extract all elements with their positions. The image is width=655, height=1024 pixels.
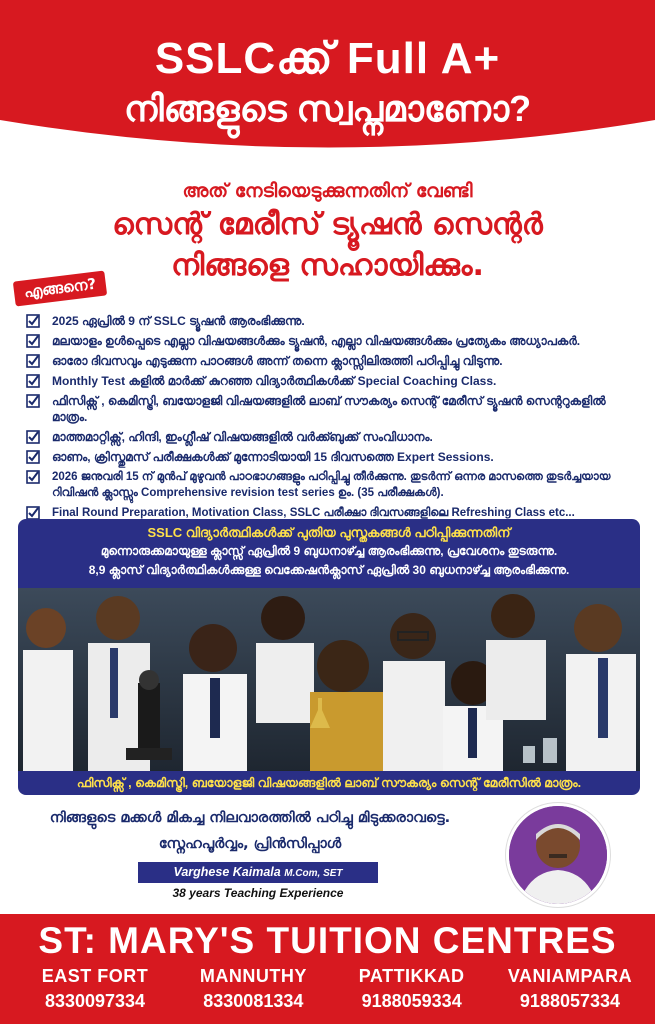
list-item [26, 449, 641, 465]
headline-primary: SSLCക്ക് Full A+ [154, 34, 501, 83]
list-item [26, 333, 641, 349]
list-item [26, 469, 641, 501]
principal-name: Varghese Kaimala [173, 865, 281, 879]
header-curve [0, 0, 655, 170]
intro-line-1: അത് നേടിയെടുക്കുന്നതിന് വേണ്ടി [182, 180, 473, 202]
principal-portrait-illustration [509, 806, 607, 904]
branch-name: VANIAMPARA [507, 966, 633, 986]
admission-notice [18, 519, 640, 591]
branch-name: PATTIKKAD [358, 966, 465, 986]
checkbox-tick-icon [26, 470, 40, 484]
feature-list [26, 313, 641, 525]
principal-experience: 38 years Teaching Experience [172, 886, 344, 900]
branch-phone[interactable]: 8330081334 [203, 991, 304, 1011]
intro-line-2: സെന്റ് മേരീസ് ട്യൂഷൻ സെന്റർ [112, 207, 543, 242]
list-item-text: ഓരോ ദിവസവും എടുക്കുന്ന പാഠങ്ങൾ അന്ന് തന്നെ ക്ലാസ്സിലിരുത്തി പഠിപ്പിച്ചു വിടുന്നു. [52, 354, 503, 368]
list-item [26, 429, 641, 445]
principal-degree: M.Com, SET [284, 868, 343, 879]
checkbox-tick-icon [26, 430, 40, 444]
branch-item [500, 966, 640, 1012]
list-item-text: 2026 ജനുവരി 15 ന് മുൻപ് മുഴുവൻ പാഠഭാഗങ്ങളും പഠിപ്പിച്ചു തീർക്കുന്നു. തുടർന്ന് ഒന്നര മാസത്തെ തുടർച്ചയായ റിവിഷൻ ക്ലാസ്സും Comprehensive revision test series ഉം. (35 പരീക്ഷകൾ). [52, 471, 611, 499]
branch-phone[interactable]: 9188057334 [519, 991, 621, 1011]
list-item-text: Final Round Preparation, Motivation Class, SSLC പരീക്ഷാ ദിവസങ്ങളിലെ Refreshing Class etc... [52, 507, 575, 519]
branch-name: MANNUTHY [199, 966, 307, 986]
checkbox-tick-icon [26, 354, 40, 368]
principal-photo [506, 803, 610, 907]
checkbox-tick-icon [26, 374, 40, 388]
list-item-text: മാത്തമാറ്റിക്സ്, ഹിന്ദി, ഇംഗ്ലീഷ് വിഷയങ്ങളിൽ വർക്ക്ബുക്ക് സംവിധാനം. [52, 430, 433, 444]
notice-line-1: SSLC വിദ്യാർത്ഥികൾക്ക് പുതിയ പുസ്തകങ്ങൾ പഠിപ്പിക്കുന്നതിന് [147, 525, 511, 540]
list-item-text: 2025 ഏപ്രിൽ 9 ന് SSLC ട്യൂഷൻ ആരംഭിക്കുന്നു. [52, 314, 305, 328]
principal-regards: സ്നേഹപൂർവ്വം, പ്രിൻസിപ്പാൾ [158, 836, 342, 852]
list-item [26, 393, 641, 425]
principal-wish: നിങ്ങളുടെ മക്കൾ മികച്ച നിലവാരത്തിൽ പഠിച്ചു മിടുക്കരാവട്ടെ. [49, 810, 451, 826]
lab-scene-illustration [18, 588, 640, 773]
photo-caption: ഫിസിക്സ് , കെമിസ്ട്രി, ബയോളജി വിഷയങ്ങളിൽ ലാബ് സൗകര്യം സെന്റ് മേരീസിൽ മാത്രം. [18, 771, 640, 795]
principal-name-badge [138, 862, 378, 883]
intro-line-3: നിങ്ങളെ സഹായിക്കും. [171, 248, 484, 283]
branch-name: EAST FORT [41, 966, 149, 986]
checkbox-tick-icon [26, 314, 40, 328]
list-item [26, 353, 641, 369]
lab-photo [18, 588, 640, 773]
list-item-text: ഫിസിക്സ് , കെമിസ്ട്രി, ബയോളജി വിഷയങ്ങളിൽ ലാബ് സൗകര്യം സെന്റ് മേരീസ് ട്യൂഷൻ സെന്ററുകളിൽ മാത്രം. [52, 394, 606, 424]
branch-item [183, 966, 323, 1012]
branch-item [25, 966, 165, 1012]
list-item-text: ഓണം, ക്രിസ്തുമസ് പരീക്ഷകൾക്ക് മുന്നോടിയായി 15 ദിവസത്തെ Expert Sessions. [52, 450, 494, 464]
headline-secondary: നിങ്ങളുടെ സ്വപ്നമാണോ? [123, 88, 532, 129]
list-item-text: മലയാളം ഉൾപ്പെടെ എല്ലാ വിഷയങ്ങൾക്കും ട്യൂഷൻ, എല്ലാ വിഷയങ്ങൾക്കും പ്രത്യേകം അധ്യാപകർ. [52, 334, 581, 348]
how-tag: എങ്ങനെ? [13, 270, 108, 306]
list-item [26, 373, 641, 389]
checkbox-tick-icon [26, 394, 40, 408]
checkbox-tick-icon [26, 334, 40, 348]
branch-list [25, 966, 640, 1012]
header-banner [0, 0, 655, 170]
branch-item [342, 966, 482, 1012]
branch-phone[interactable]: 9188059334 [361, 991, 462, 1011]
branch-phone[interactable]: 8330097334 [44, 991, 146, 1011]
list-item [26, 313, 641, 329]
list-item-text: Monthly Test കളിൽ മാർക്ക് കുറഞ്ഞ വിദ്യാർത്ഥികൾക്ക് Special Coaching Class. [52, 374, 497, 388]
notice-line-2: മുന്നൊരുക്കമായുള്ള ക്ലാസ്സ് ഏപ്രിൽ 9 ബുധനാഴ്ച്ച ആരംഭിക്കുന്നു, പ്രവേശനം തുടരുന്നു. [100, 544, 558, 558]
checkbox-tick-icon [26, 450, 40, 464]
notice-line-3: 8,9 ക്ലാസ് വിദ്യാർത്ഥികൾക്കുള്ള വെക്കേഷൻക്ലാസ് ഏപ്രിൽ 30 ബുധനാഴ്ച്ച ആരംഭിക്കുന്നു. [88, 563, 570, 577]
brand-name: ST: MARY'S TUITION CENTRES [38, 920, 617, 961]
checkbox-tick-icon [26, 506, 40, 520]
